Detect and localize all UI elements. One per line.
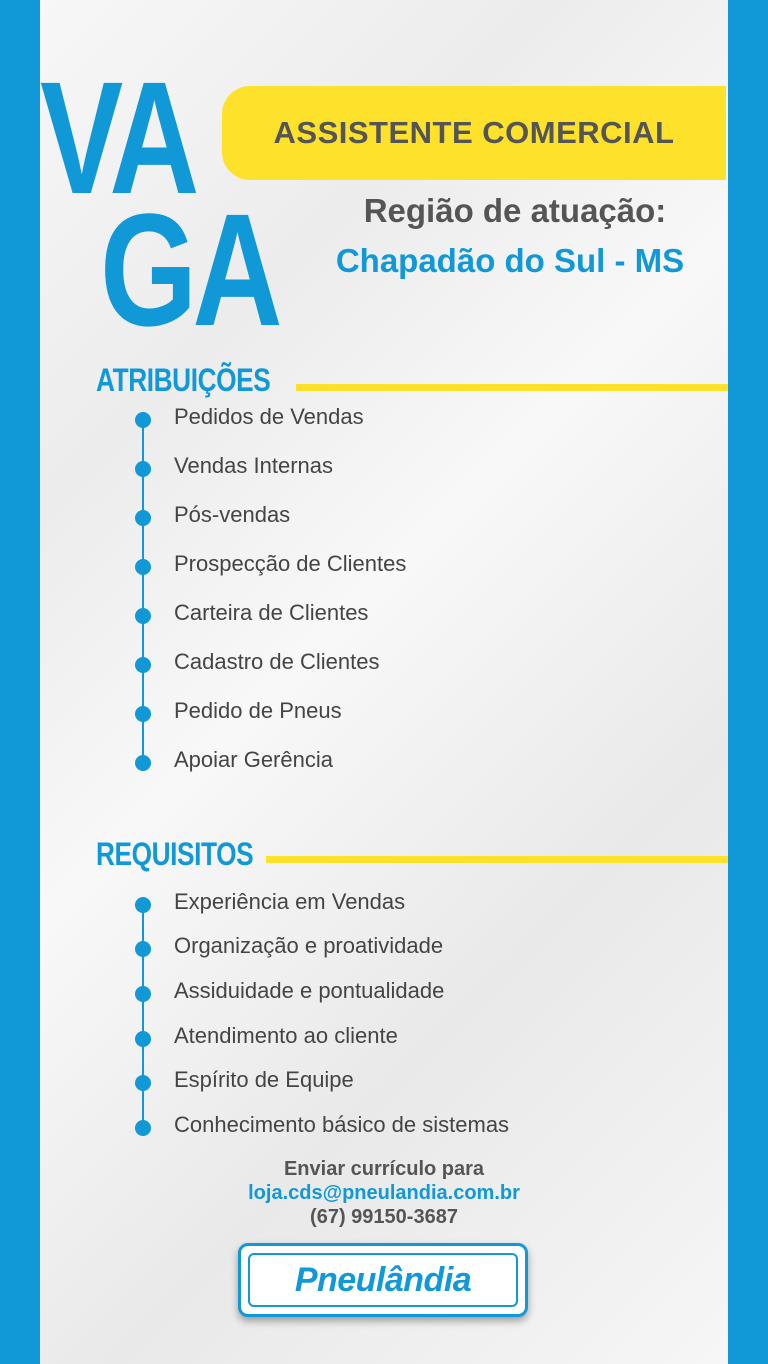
bullet-dot (135, 412, 151, 428)
bullet-dot (135, 657, 151, 673)
bullet-dot (135, 897, 151, 913)
brand-logo-text: Pneulândia (294, 1260, 472, 1299)
requirements-timeline (142, 902, 144, 1126)
list-item-text: Vendas Internas (174, 453, 334, 478)
bullet-dot (135, 559, 151, 575)
list-item-text: Experiência em Vendas (174, 889, 406, 914)
bullet-dot (135, 1120, 151, 1136)
position-title: ASSISTENTE COMERCIAL (273, 115, 675, 150)
bullet-dot (135, 941, 151, 957)
region-label: Região de atuação: (363, 192, 667, 229)
list-item-text: Cadastro de Clientes (174, 649, 380, 674)
list-item-text: Apoiar Gerência (174, 747, 333, 772)
bullet-dot (135, 986, 151, 1002)
attributions-divider (296, 384, 728, 391)
list-item-text: Prospecção de Clientes (174, 551, 407, 576)
headline-line2: GA (100, 180, 278, 359)
bullet-dot (135, 755, 151, 771)
position-title-band (222, 86, 726, 180)
list-item-text: Conhecimento básico de sistemas (174, 1112, 510, 1137)
bullet-dot (135, 706, 151, 722)
requirements-divider (266, 856, 728, 863)
bullet-dot (135, 1075, 151, 1091)
brand-logo (238, 1243, 528, 1317)
list-item-text: Assiduidade e pontualidade (174, 978, 445, 1003)
list-item-text: Atendimento ao cliente (174, 1023, 398, 1048)
bullet-dot (135, 1031, 151, 1047)
right-border-bar (728, 0, 768, 1364)
list-item-text: Organização e proatividade (174, 933, 444, 958)
attributions-title: ATRIBUIÇÕES (96, 362, 271, 398)
left-border-bar (0, 0, 40, 1364)
headline-line1: VA (40, 48, 195, 227)
requirements-title: REQUISITOS (96, 836, 254, 872)
contact-email[interactable]: loja.cds@pneulandia.com.br (248, 1182, 520, 1204)
brand-logo-frame (248, 1253, 518, 1307)
send-cv-label: Enviar currículo para (283, 1158, 485, 1180)
region-value: Chapadão do Sul - MS (335, 242, 685, 279)
list-item-text: Pedidos de Vendas (174, 404, 364, 429)
list-item-text: Espírito de Equipe (174, 1067, 354, 1092)
bullet-dot (135, 510, 151, 526)
list-item-text: Carteira de Clientes (174, 600, 369, 625)
list-item-text: Pedido de Pneus (174, 698, 342, 723)
list-item-text: Pós-vendas (174, 502, 291, 527)
bullet-dot (135, 608, 151, 624)
bullet-dot (135, 461, 151, 477)
contact-phone: (67) 99150-3687 (310, 1206, 458, 1228)
